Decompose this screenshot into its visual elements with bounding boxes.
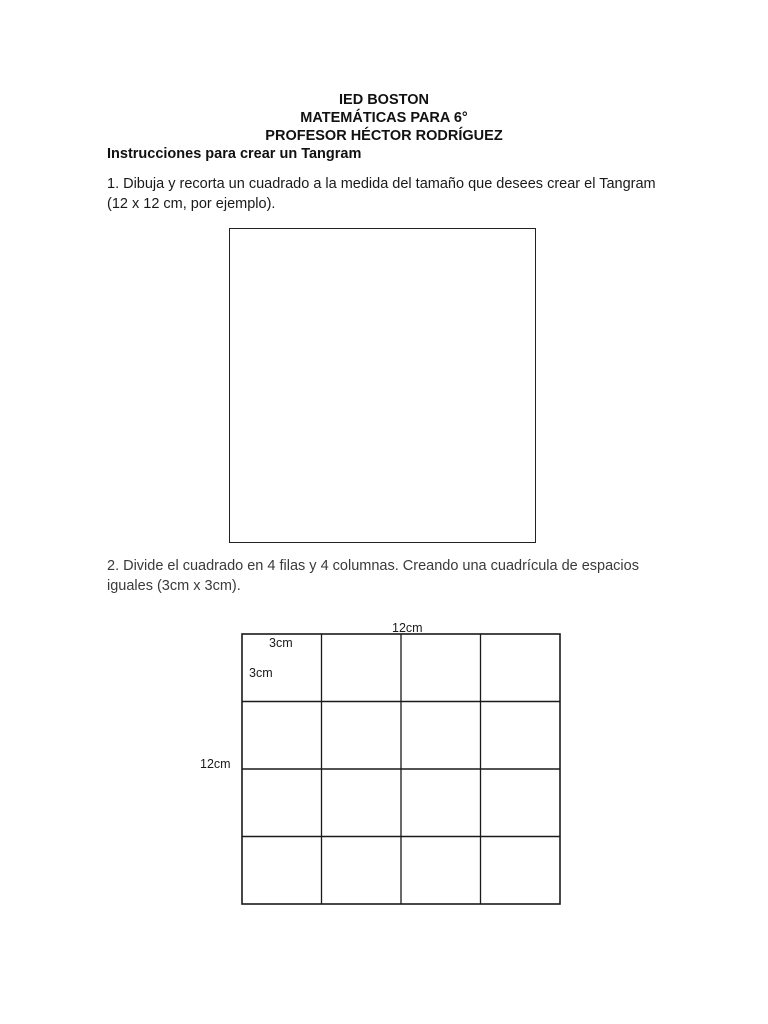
- teacher-name: PROFESOR HÉCTOR RODRÍGUEZ: [265, 128, 503, 144]
- step-2: [107, 556, 677, 596]
- instructions-title: Instrucciones para crear un Tangram: [107, 146, 362, 162]
- height-label: 12cm: [200, 757, 231, 771]
- cell-height-label: 3cm: [249, 666, 273, 680]
- grid-lines: [242, 634, 560, 904]
- step-2-text: Divide el cuadrado en 4 filas y 4 columnas. Creando una cuadrícula de espacios iguales (3cm x 3cm).: [107, 558, 639, 594]
- cell-width-label: 3cm: [269, 636, 293, 650]
- course-title: MATEMÁTICAS PARA 6°: [300, 110, 468, 126]
- step-1: [107, 174, 677, 214]
- step-2-number: 2.: [107, 558, 120, 574]
- step-1-text: Dibuja y recorta un cuadrado a la medida del tamaño que desees crear el Tangram (12 x 12 cm, por ejemplo).: [107, 176, 656, 212]
- width-label: 12cm: [392, 621, 423, 635]
- grid-diagram: [190, 615, 570, 915]
- step-1-number: 1.: [107, 176, 120, 192]
- blank-square-figure: [229, 228, 536, 543]
- document-header: [0, 91, 768, 145]
- school-name: IED BOSTON: [339, 92, 429, 108]
